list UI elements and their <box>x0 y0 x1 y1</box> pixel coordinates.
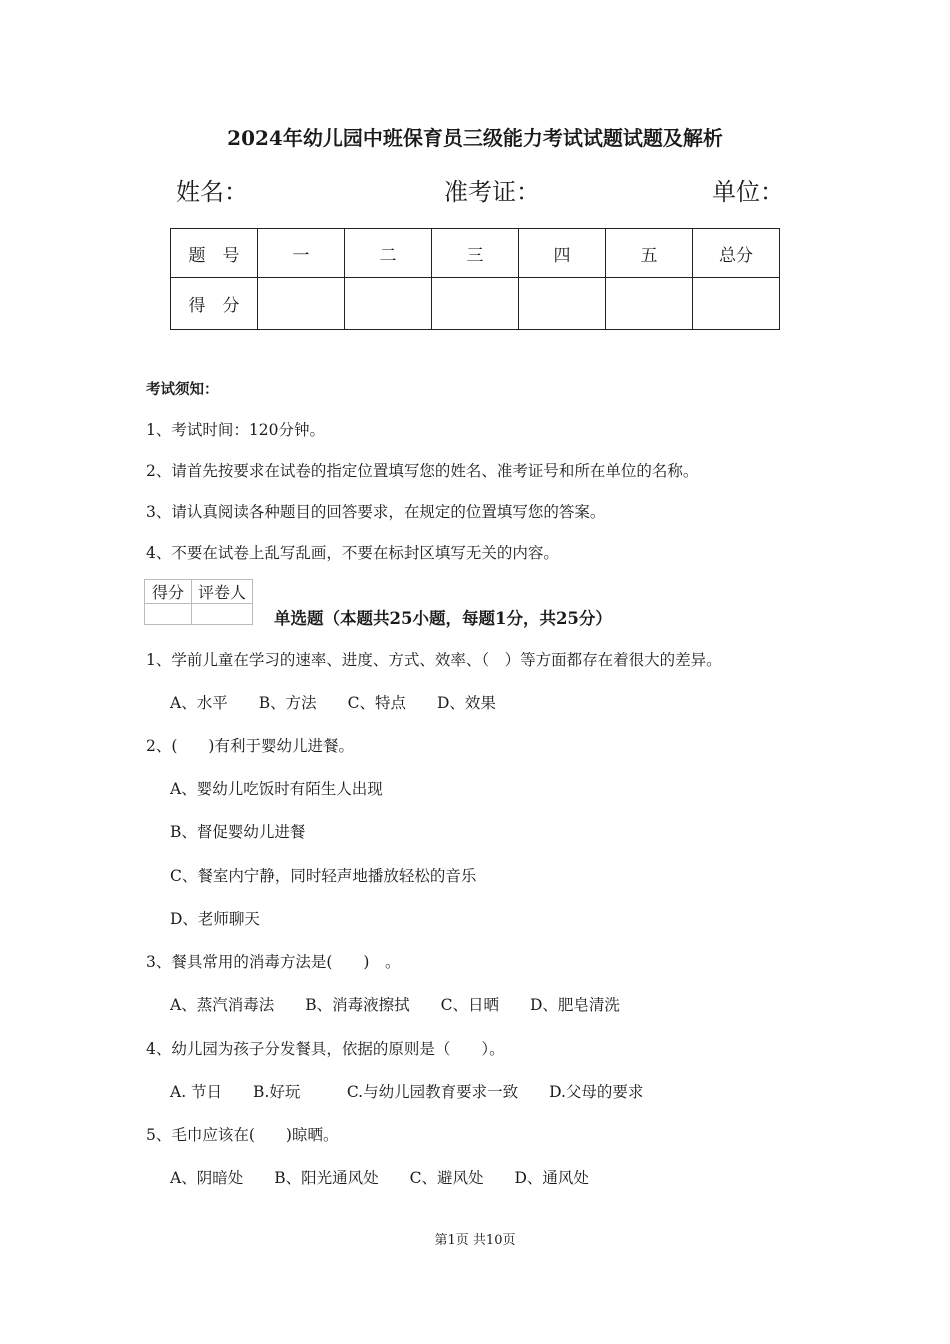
score-table-header-cell: 总分 <box>693 229 780 278</box>
score-table-header-cell: 二 <box>345 229 432 278</box>
grader-reviewer-label: 评卷人 <box>192 580 253 604</box>
question-stem: 2、( )有利于婴幼儿进餐。 <box>146 737 354 755</box>
section-title: 单选题（本题共25小题，每题1分，共25分） <box>274 609 612 628</box>
question-option: C、餐室内宁静，同时轻声地播放轻松的音乐 <box>170 867 477 885</box>
grader-score-label: 得分 <box>145 580 192 604</box>
score-cell[interactable] <box>258 278 345 330</box>
grader-score-cell[interactable] <box>145 604 192 625</box>
question-options: A、水平 B、方法 C、特点 D、效果 <box>170 694 496 712</box>
score-row-label: 得 分 <box>171 278 258 330</box>
question-stem: 5、毛巾应该在( )晾晒。 <box>146 1126 339 1144</box>
notice-item: 1、考试时间：120分钟。 <box>146 421 325 439</box>
score-cell[interactable] <box>693 278 780 330</box>
score-table <box>170 228 780 330</box>
page-title: 2024年幼儿园中班保育员三级能力考试试题试题及解析 <box>227 126 723 150</box>
grader-box <box>144 579 253 625</box>
question-options: A. 节日 B.好玩 C.与幼儿园教育要求一致 D.父母的要求 <box>170 1083 644 1101</box>
score-cell[interactable] <box>345 278 432 330</box>
unit-field-label: 单位： <box>712 178 784 206</box>
question-option: D、老师聊天 <box>170 910 260 928</box>
score-table-header-cell: 题 号 <box>171 229 258 278</box>
score-table-header-cell: 四 <box>519 229 606 278</box>
name-field-label: 姓名： <box>176 178 248 206</box>
question-stem: 1、学前儿童在学习的速率、进度、方式、效率、（ ）等方面都存在着很大的差异。 <box>146 651 722 669</box>
score-table-header-cell: 五 <box>606 229 693 278</box>
notice-item: 3、请认真阅读各种题目的回答要求，在规定的位置填写您的答案。 <box>146 503 606 521</box>
question-option: A、婴幼儿吃饭时有陌生人出现 <box>170 780 383 798</box>
question-stem: 3、餐具常用的消毒方法是( ) 。 <box>146 953 401 971</box>
grader-reviewer-cell[interactable] <box>192 604 253 625</box>
question-stem: 4、幼儿园为孩子分发餐具，依据的原则是（ ）。 <box>146 1040 505 1058</box>
score-cell[interactable] <box>519 278 606 330</box>
notice-item: 4、不要在试卷上乱写乱画，不要在标封区填写无关的内容。 <box>146 544 559 562</box>
question-option: B、督促婴幼儿进餐 <box>170 823 306 841</box>
score-table-header-cell: 三 <box>432 229 519 278</box>
question-options: A、蒸汽消毒法 B、消毒液擦拭 C、日晒 D、肥皂清洗 <box>170 996 620 1014</box>
exam-number-field-label: 准考证： <box>444 178 540 206</box>
question-options: A、阴暗处 B、阳光通风处 C、避风处 D、通风处 <box>170 1169 589 1187</box>
score-table-score-row <box>171 278 780 330</box>
score-table-header-cell: 一 <box>258 229 345 278</box>
notice-heading: 考试须知： <box>146 381 219 398</box>
notice-item: 2、请首先按要求在试卷的指定位置填写您的姓名、准考证号和所在单位的名称。 <box>146 462 699 480</box>
page-footer: 第1页 共10页 <box>434 1233 516 1248</box>
score-table-header-row <box>171 229 780 278</box>
score-cell[interactable] <box>606 278 693 330</box>
score-cell[interactable] <box>432 278 519 330</box>
